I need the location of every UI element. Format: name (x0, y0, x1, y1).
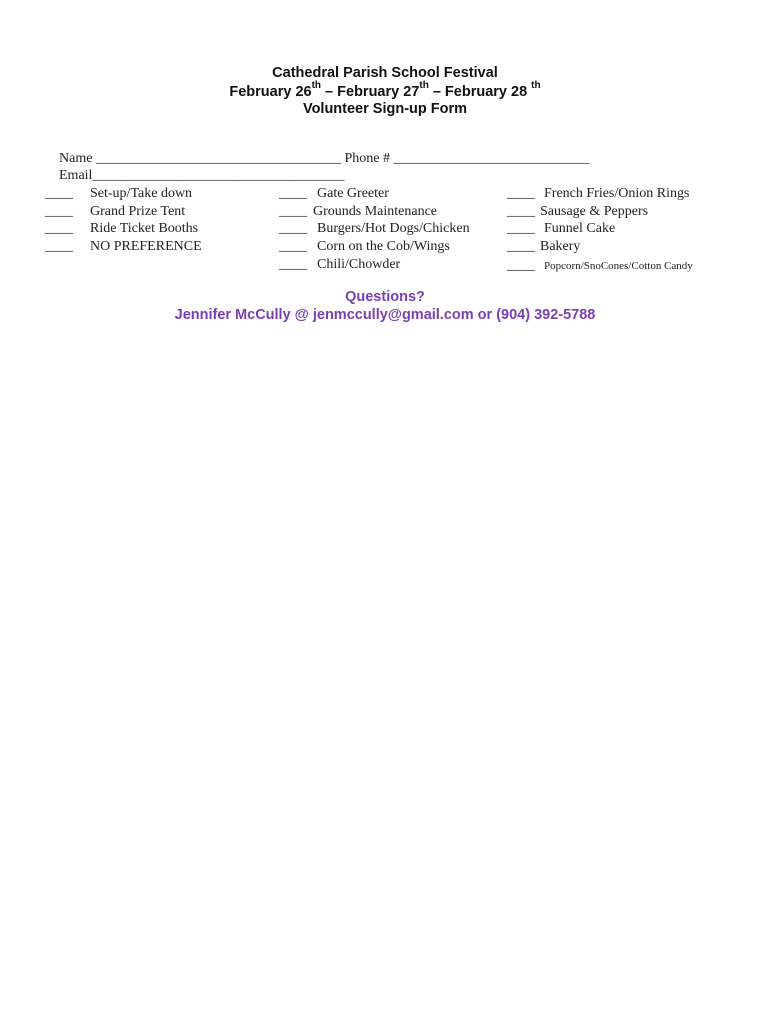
checkbox-blank[interactable]: ____ (279, 239, 307, 254)
checkbox-blank[interactable]: ____ (507, 239, 535, 254)
option-label: Grounds Maintenance (313, 204, 438, 219)
checkbox-blank[interactable]: ____ (45, 239, 73, 254)
option-label: Gate Greeter (317, 186, 389, 201)
checkbox-blank[interactable]: ____ (507, 221, 535, 236)
option-french-fries-onion-rings[interactable] (507, 185, 689, 202)
checkbox-blank[interactable]: ____ (45, 186, 73, 201)
option-chili-chowder[interactable] (279, 256, 400, 273)
checkbox-blank[interactable]: ____ (507, 258, 535, 273)
checkbox-blank[interactable]: ____ (279, 257, 307, 272)
date-suffix-2: th (419, 80, 429, 92)
contact-line: Jennifer McCully @ jenmccully@gmail.com or (904) 392-5788 (174, 307, 596, 323)
option-bakery[interactable] (507, 238, 580, 255)
option-sausage-peppers[interactable] (507, 203, 648, 220)
date-feb-28: – February 28 (428, 84, 532, 100)
phone-label: Phone # (344, 151, 390, 166)
option-gate-greeter[interactable] (279, 185, 389, 202)
checkbox-blank[interactable]: ____ (279, 186, 307, 201)
email-field[interactable]: ____________________________________ (92, 168, 345, 183)
option-grounds-maintenance[interactable] (279, 203, 437, 220)
option-popcorn-snocones-cotton-candy[interactable] (507, 257, 693, 275)
checkbox-blank[interactable]: ____ (279, 204, 307, 219)
form-title: Cathedral Parish School Festival (272, 65, 498, 81)
option-burgers-hotdogs-chicken[interactable] (279, 220, 470, 237)
name-field[interactable]: ___________________________________ (95, 151, 341, 166)
option-label: Grand Prize Tent (90, 204, 186, 219)
option-setup-takedown[interactable] (45, 185, 192, 202)
phone-field[interactable]: ____________________________ (393, 151, 590, 166)
checkbox-blank[interactable]: ____ (279, 221, 307, 236)
date-suffix-3: th (531, 80, 541, 92)
option-label: NO PREFERENCE (90, 239, 202, 254)
date-suffix-1: th (311, 80, 322, 92)
option-no-preference[interactable] (45, 238, 202, 255)
name-label: Name (59, 151, 93, 166)
checkbox-blank[interactable]: ____ (507, 186, 535, 201)
date-feb-27: – February 27 (321, 84, 420, 100)
option-corn-on-the-cob-wings[interactable] (279, 238, 450, 255)
option-label: French Fries/Onion Rings (544, 186, 690, 201)
option-ride-ticket-booths[interactable] (45, 220, 198, 237)
option-label: Sausage & Peppers (540, 204, 649, 219)
checkbox-blank[interactable]: ____ (45, 204, 73, 219)
checkbox-blank[interactable]: ____ (507, 204, 535, 219)
festival-dates (0, 80, 770, 101)
option-label: Chili/Chowder (317, 257, 401, 272)
option-grand-prize-tent[interactable] (45, 203, 185, 220)
option-label: Ride Ticket Booths (90, 221, 199, 236)
option-label: Set-up/Take down (90, 186, 193, 201)
option-label: Burgers/Hot Dogs/Chicken (317, 221, 470, 236)
option-label: Funnel Cake (544, 221, 616, 236)
checkbox-blank[interactable]: ____ (45, 221, 73, 236)
option-label: Bakery (540, 239, 581, 254)
date-feb-26: February 26 (229, 84, 312, 100)
form-subtitle: Volunteer Sign-up Form (302, 101, 468, 117)
questions-heading: Questions? (345, 289, 425, 305)
option-label: Popcorn/SnoCones/Cotton Candy (544, 260, 693, 272)
option-label: Corn on the Cob/Wings (317, 239, 450, 254)
email-label: Email (59, 168, 93, 183)
option-funnel-cake[interactable] (507, 220, 615, 237)
